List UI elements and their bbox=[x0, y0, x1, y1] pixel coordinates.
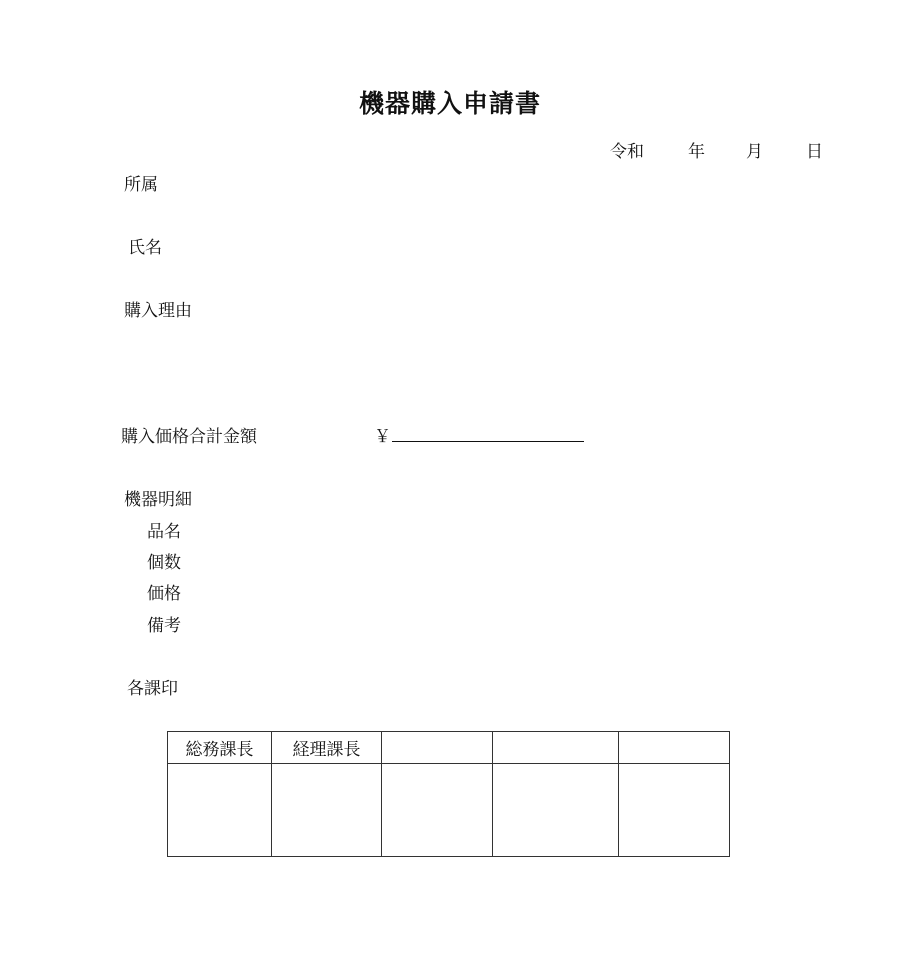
stamps-heading: 各課印 bbox=[127, 679, 178, 699]
detail-item-price: 価格 bbox=[147, 584, 181, 604]
currency-symbol: ￥ bbox=[374, 427, 391, 447]
document-title: 機器購入申請書 bbox=[358, 89, 541, 118]
stamp-header-row bbox=[168, 732, 730, 764]
details-heading: 機器明細 bbox=[124, 490, 192, 510]
department-label: 所属 bbox=[124, 175, 158, 195]
date-year: 年 bbox=[688, 142, 705, 162]
detail-item-quantity: 個数 bbox=[147, 553, 181, 573]
stamp-box bbox=[382, 764, 493, 857]
stamp-box-row bbox=[168, 764, 730, 857]
stamp-box bbox=[168, 764, 272, 857]
reason-label: 購入理由 bbox=[124, 301, 192, 321]
stamp-box bbox=[493, 764, 619, 857]
detail-item-name: 品名 bbox=[147, 522, 181, 542]
name-label: 氏名 bbox=[128, 238, 162, 258]
stamp-header-cell bbox=[619, 732, 730, 764]
date-era: 令和 bbox=[610, 142, 644, 162]
date-month: 月 bbox=[746, 142, 763, 162]
stamp-header-cell bbox=[382, 732, 493, 764]
amount-field bbox=[374, 422, 391, 447]
total-amount-label: 購入価格合計金額 bbox=[121, 427, 257, 447]
amount-underline bbox=[392, 441, 584, 442]
stamp-box bbox=[619, 764, 730, 857]
detail-item-remarks: 備考 bbox=[147, 616, 181, 636]
stamp-box bbox=[272, 764, 382, 857]
stamp-header-cell: 経理課長 bbox=[272, 732, 382, 764]
stamp-table bbox=[167, 731, 730, 857]
date-day: 日 bbox=[806, 142, 823, 162]
stamp-header-cell bbox=[493, 732, 619, 764]
stamp-header-cell: 総務課長 bbox=[168, 732, 272, 764]
